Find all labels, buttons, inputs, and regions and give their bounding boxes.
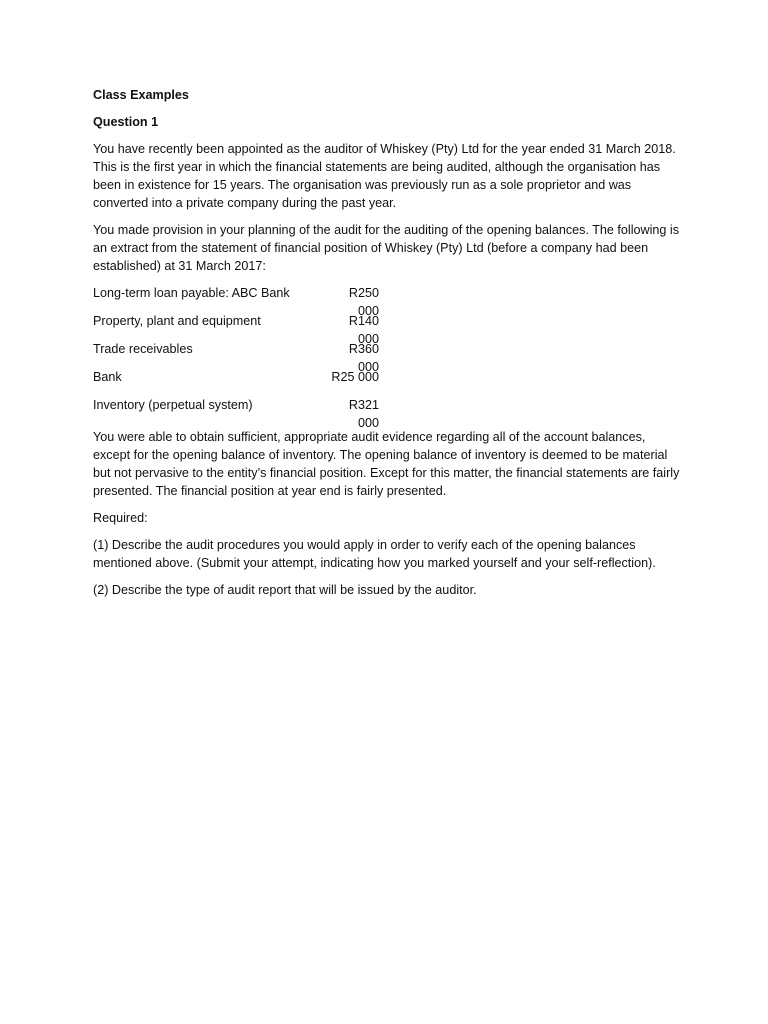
document-content	[93, 86, 683, 608]
balance-row	[93, 340, 683, 374]
balance-label: Property, plant and equipment	[93, 314, 261, 328]
question-2-text: (2) Describe the type of audit report that will be issued by the auditor.	[93, 583, 477, 597]
balance-value: R140 000	[348, 314, 379, 346]
balance-row	[93, 312, 683, 346]
balance-label: Inventory (perpetual system)	[93, 398, 253, 412]
balance-label: Bank	[93, 370, 122, 384]
balance-row	[93, 368, 683, 396]
balance-row	[93, 396, 683, 430]
required-label: Required:	[93, 511, 148, 525]
balance-row	[93, 284, 683, 318]
question-1-text: (1) Describe the audit procedures you would apply in order to verify each of the opening balances mentioned above. (Submit your attempt, indicating how you marked yourself and your self-reflection).	[93, 538, 656, 570]
balance-label: Trade receivables	[93, 342, 193, 356]
balance-label: Long-term loan payable: ABC Bank	[93, 286, 290, 300]
balance-value: R321 000	[348, 398, 379, 430]
balances-table	[93, 284, 683, 430]
intro-paragraph: You have recently been appointed as the auditor of Whiskey (Pty) Ltd for the year ended 31 March 2018. This is the first year in which the financial statements are being audited, although the organisation has been in existence for 15 years. The organisation was previously run as a sole proprietor and was converted into a private company during the past year.	[93, 142, 676, 210]
balance-value: R360 000	[348, 342, 379, 374]
question-heading: Question 1	[93, 115, 159, 129]
balance-value: R25 000	[331, 370, 379, 384]
evidence-paragraph: You were able to obtain sufficient, appropriate audit evidence regarding all of the account balances, except for the opening balance of inventory. The opening balance of inventory is deemed to be material but not pervasive to the entity’s financial position. Except for this matter, the financial statements are fairly presented. The financial position at year end is fairly presented.	[93, 430, 680, 498]
planning-paragraph: You made provision in your planning of the audit for the auditing of the opening balances. The following is an extract from the statement of financial position of Whiskey (Pty) Ltd (before a company had been established) at 31 March 2017:	[93, 223, 680, 273]
balance-value: R250 000	[348, 286, 379, 318]
document-title: Class Examples	[93, 88, 189, 102]
